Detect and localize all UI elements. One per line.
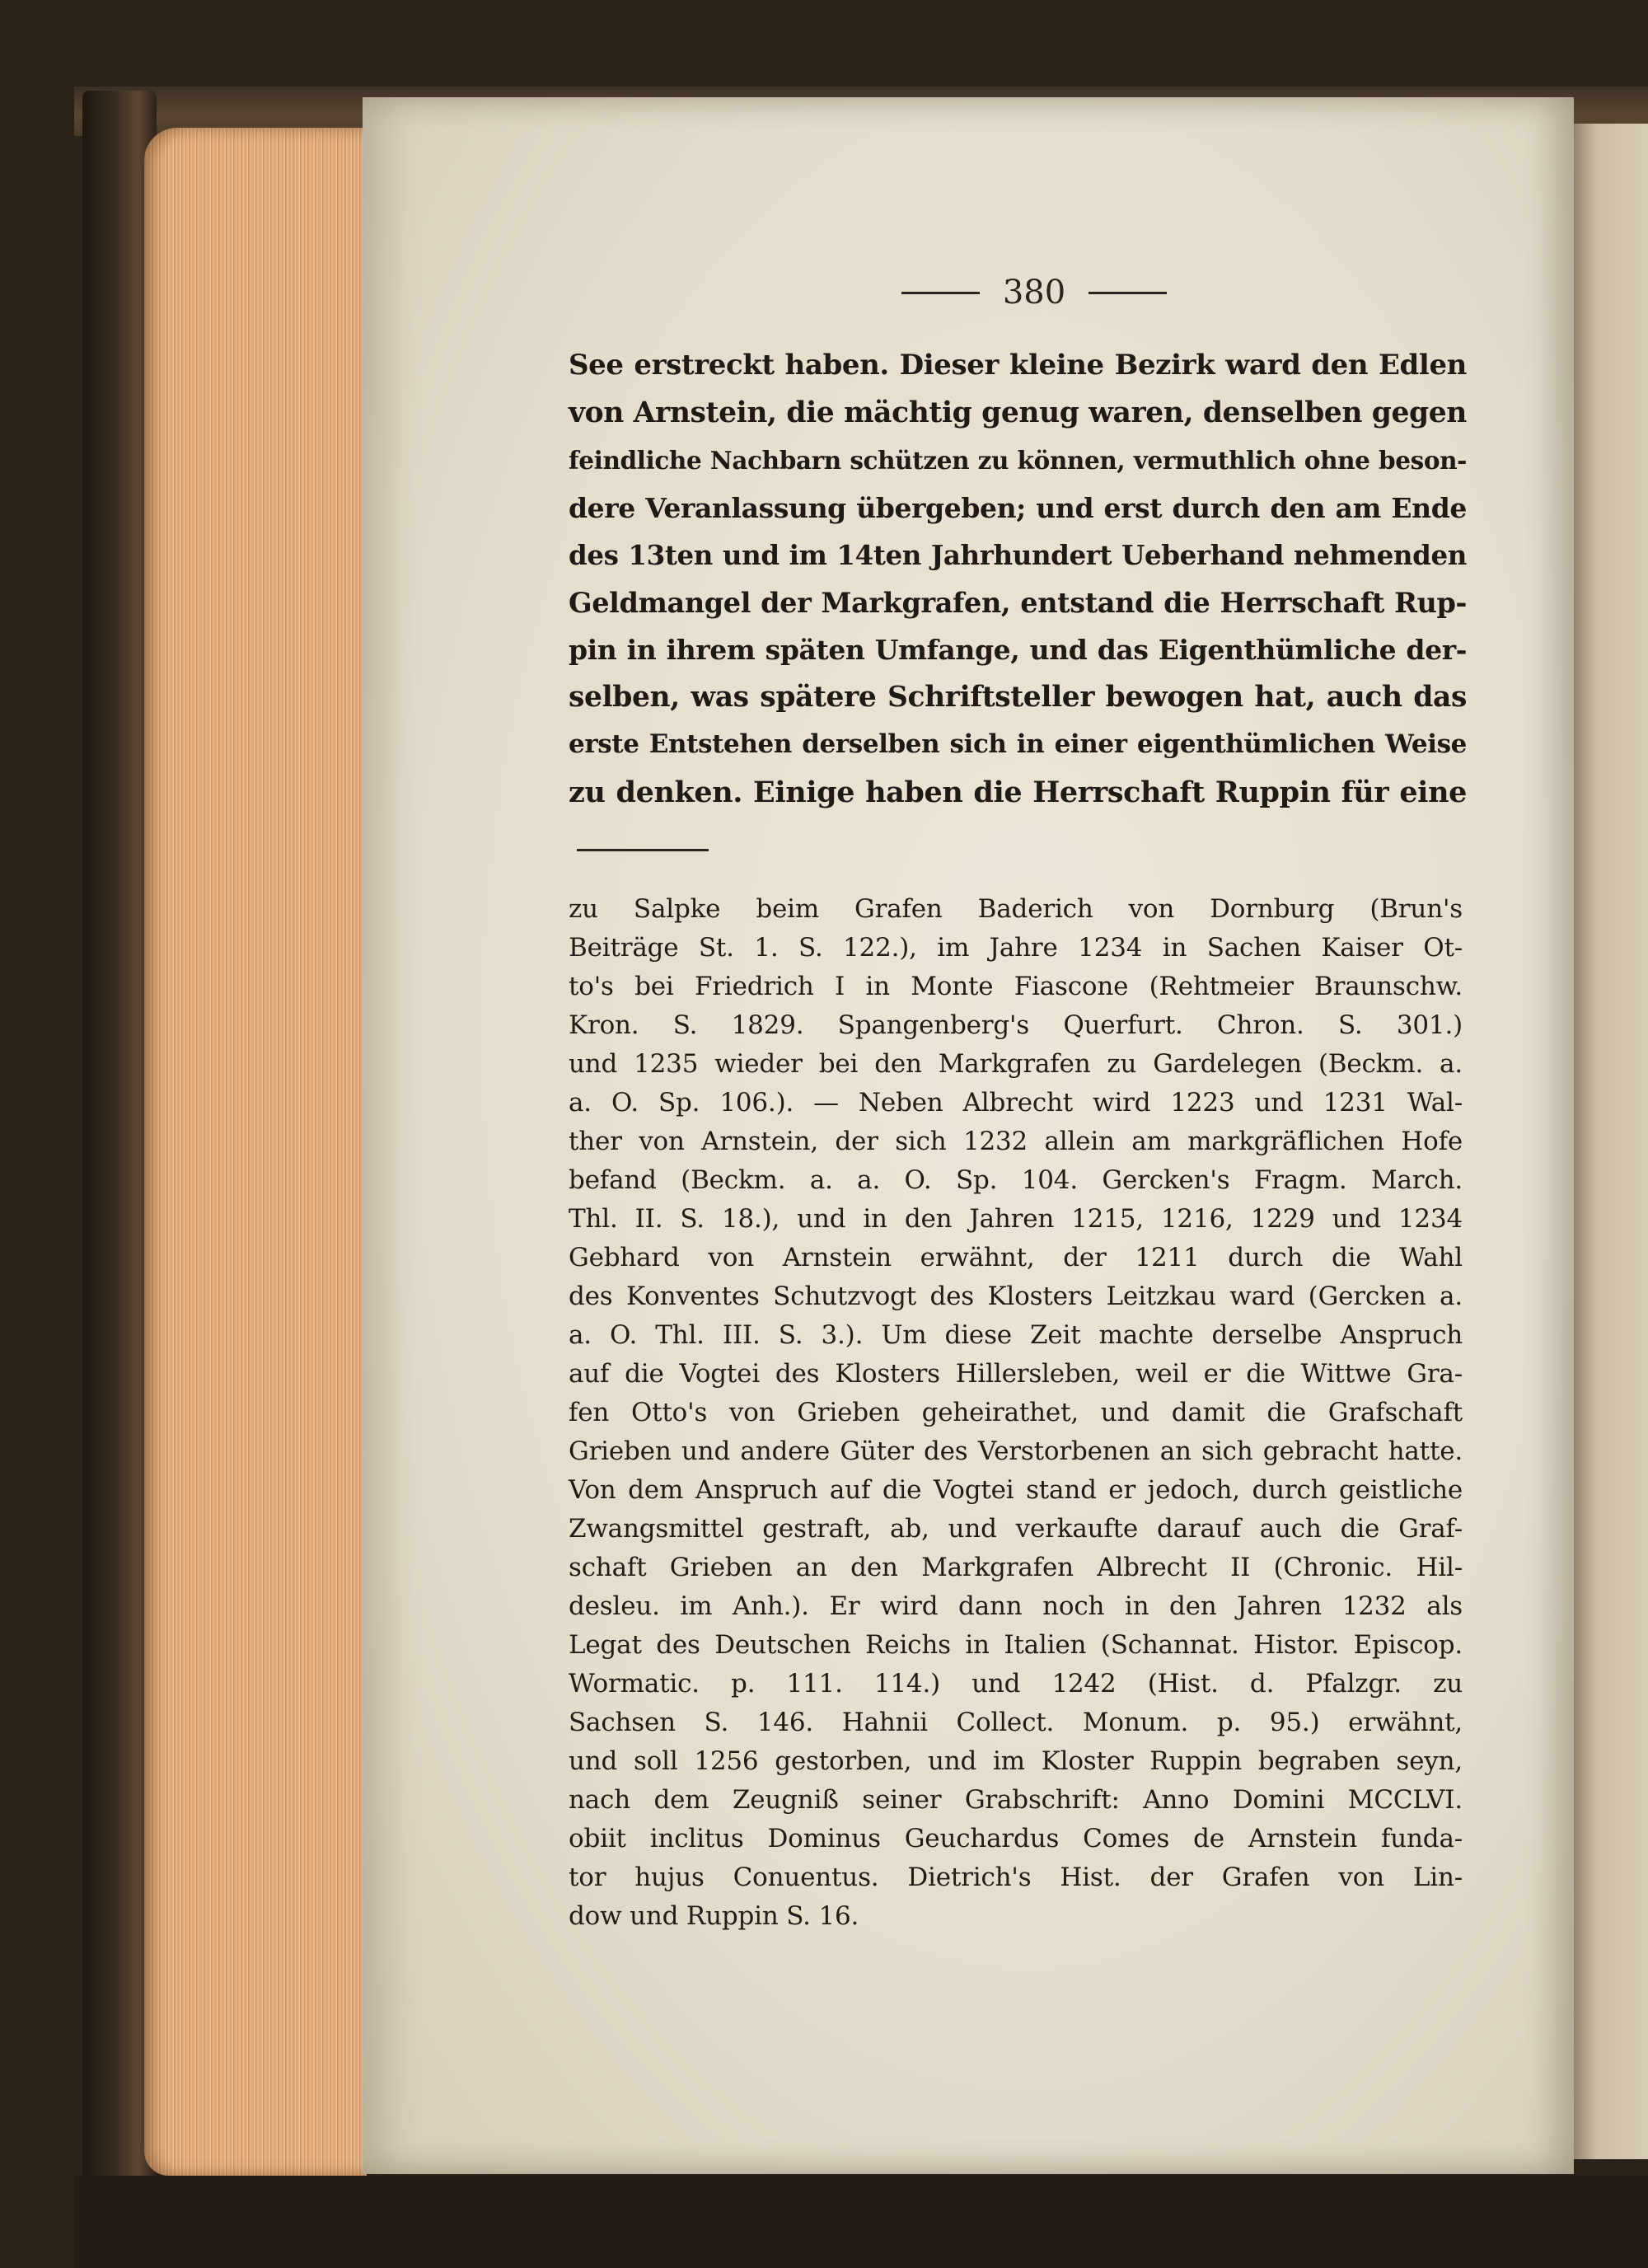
text-line: von Arnstein, die mächtig genug waren, denselben gegen bbox=[569, 396, 1467, 429]
text-line: pin in ihrem späten Umfange, und das Eigenthümliche der- bbox=[569, 634, 1467, 666]
footnote-line: ther von Arnstein, der sich 1232 allein am markgräflichen Hofe bbox=[569, 1127, 1463, 1156]
footnote-line: Kron. S. 1829. Spangenberg's Querfurt. Chron. S. 301.) bbox=[569, 1010, 1463, 1040]
text-line: Geldmangel der Markgrafen, entstand die Herrschaft Rup- bbox=[569, 586, 1467, 619]
footnote-line: befand (Beckm. a. a. O. Sp. 104. Gercken's Fragm. March. bbox=[569, 1165, 1463, 1195]
footnote-line: Gebhard von Arnstein erwähnt, der 1211 durch die Wahl bbox=[569, 1243, 1463, 1272]
text-line: des 13ten und im 14ten Jahrhundert Ueberhand nehmenden bbox=[569, 539, 1467, 571]
footnote-line: Beiträge St. 1. S. 122.), im Jahre 1234 in Sachen Kaiser Ot- bbox=[569, 933, 1463, 963]
main-text bbox=[569, 342, 1467, 816]
footnote-line: Zwangsmittel gestraft, ab, und verkaufte darauf auch die Graf- bbox=[569, 1514, 1463, 1544]
footnote-line: Von dem Anspruch auf die Vogtei stand er jedoch, durch geistliche bbox=[569, 1475, 1463, 1505]
footnote-line: a. O. Thl. III. S. 3.). Um diese Zeit machte derselbe Anspruch bbox=[569, 1320, 1463, 1350]
page-number: 380 bbox=[1002, 274, 1066, 312]
footnote-line: Thl. II. S. 18.), und in den Jahren 1215, 1216, 1229 und 1234 bbox=[569, 1204, 1463, 1234]
text-line: See erstreckt haben. Dieser kleine Bezirk ward den Edlen bbox=[569, 349, 1467, 382]
facing-page-edge bbox=[1570, 124, 1648, 2159]
head-dash-right bbox=[1089, 292, 1167, 294]
footnote-line: a. O. Sp. 106.). — Neben Albrecht wird 1223 und 1231 Wal- bbox=[569, 1088, 1463, 1118]
text-line: selben, was spätere Schriftsteller bewogen hat, auch das bbox=[569, 680, 1467, 714]
footnote-line: dow und Ruppin S. 16. bbox=[569, 1901, 859, 1931]
text-line: zu denken. Einige haben die Herrschaft Ruppin für eine bbox=[569, 775, 1467, 809]
footnote bbox=[569, 890, 1463, 1936]
page-edges bbox=[144, 128, 367, 2176]
head-dash-left bbox=[901, 292, 980, 294]
footnote-line: to's bei Friedrich I in Monte Fiascone (Rehtmeier Braunschw. bbox=[569, 972, 1463, 1001]
footnote-line: nach dem Zeugniß seiner Grabschrift: Anno Domini MCCLVI. bbox=[569, 1785, 1463, 1815]
text-line: erste Entstehen derselben sich in einer eigenthümlichen Weise bbox=[569, 729, 1467, 759]
footnote-line: Grieben und andere Güter des Verstorbenen an sich gebracht hatte. bbox=[569, 1436, 1463, 1466]
footnote-line: zu Salpke beim Grafen Baderich von Dornburg (Brun's bbox=[569, 894, 1463, 924]
footnote-line: des Konventes Schutzvogt des Klosters Leitzkau ward (Gercken a. bbox=[569, 1282, 1463, 1311]
footnote-line: fen Otto's von Grieben geheirathet, und damit die Grafschaft bbox=[569, 1398, 1463, 1427]
footnote-rule bbox=[577, 849, 709, 851]
footnote-line: und 1235 wieder bei den Markgrafen zu Gardelegen (Beckm. a. bbox=[569, 1049, 1463, 1079]
text-line: dere Veranlassung übergeben; und erst durch den am Ende bbox=[569, 491, 1467, 524]
footnote-line: auf die Vogtei des Klosters Hillersleben, weil er die Wittwe Gra- bbox=[569, 1359, 1463, 1389]
footnote-line: desleu. im Anh.). Er wird dann noch in den Jahren 1232 als bbox=[569, 1591, 1463, 1621]
footnote-line: und soll 1256 gestorben, und im Kloster Ruppin begraben seyn, bbox=[569, 1746, 1463, 1776]
running-head bbox=[886, 272, 1182, 313]
footnote-line: schaft Grieben an den Markgrafen Albrecht II (Chronic. Hil- bbox=[569, 1553, 1463, 1582]
footnote-line: tor hujus Conuentus. Dietrich's Hist. der Grafen von Lin- bbox=[569, 1863, 1463, 1892]
book-cover-bottom bbox=[74, 2176, 1648, 2268]
text-line: feindliche Nachbarn schützen zu können, vermuthlich ohne beson- bbox=[569, 446, 1467, 475]
footnote-line: Sachsen S. 146. Hahnii Collect. Monum. p. 95.) erwähnt, bbox=[569, 1708, 1463, 1737]
footnote-line: Legat des Deutschen Reichs in Italien (Schannat. Histor. Episcop. bbox=[569, 1630, 1463, 1660]
footnote-line: obiit inclitus Dominus Geuchardus Comes de Arnstein funda- bbox=[569, 1824, 1463, 1853]
footnote-line: Wormatic. p. 111. 114.) und 1242 (Hist. d. Pfalzgr. zu bbox=[569, 1669, 1463, 1699]
